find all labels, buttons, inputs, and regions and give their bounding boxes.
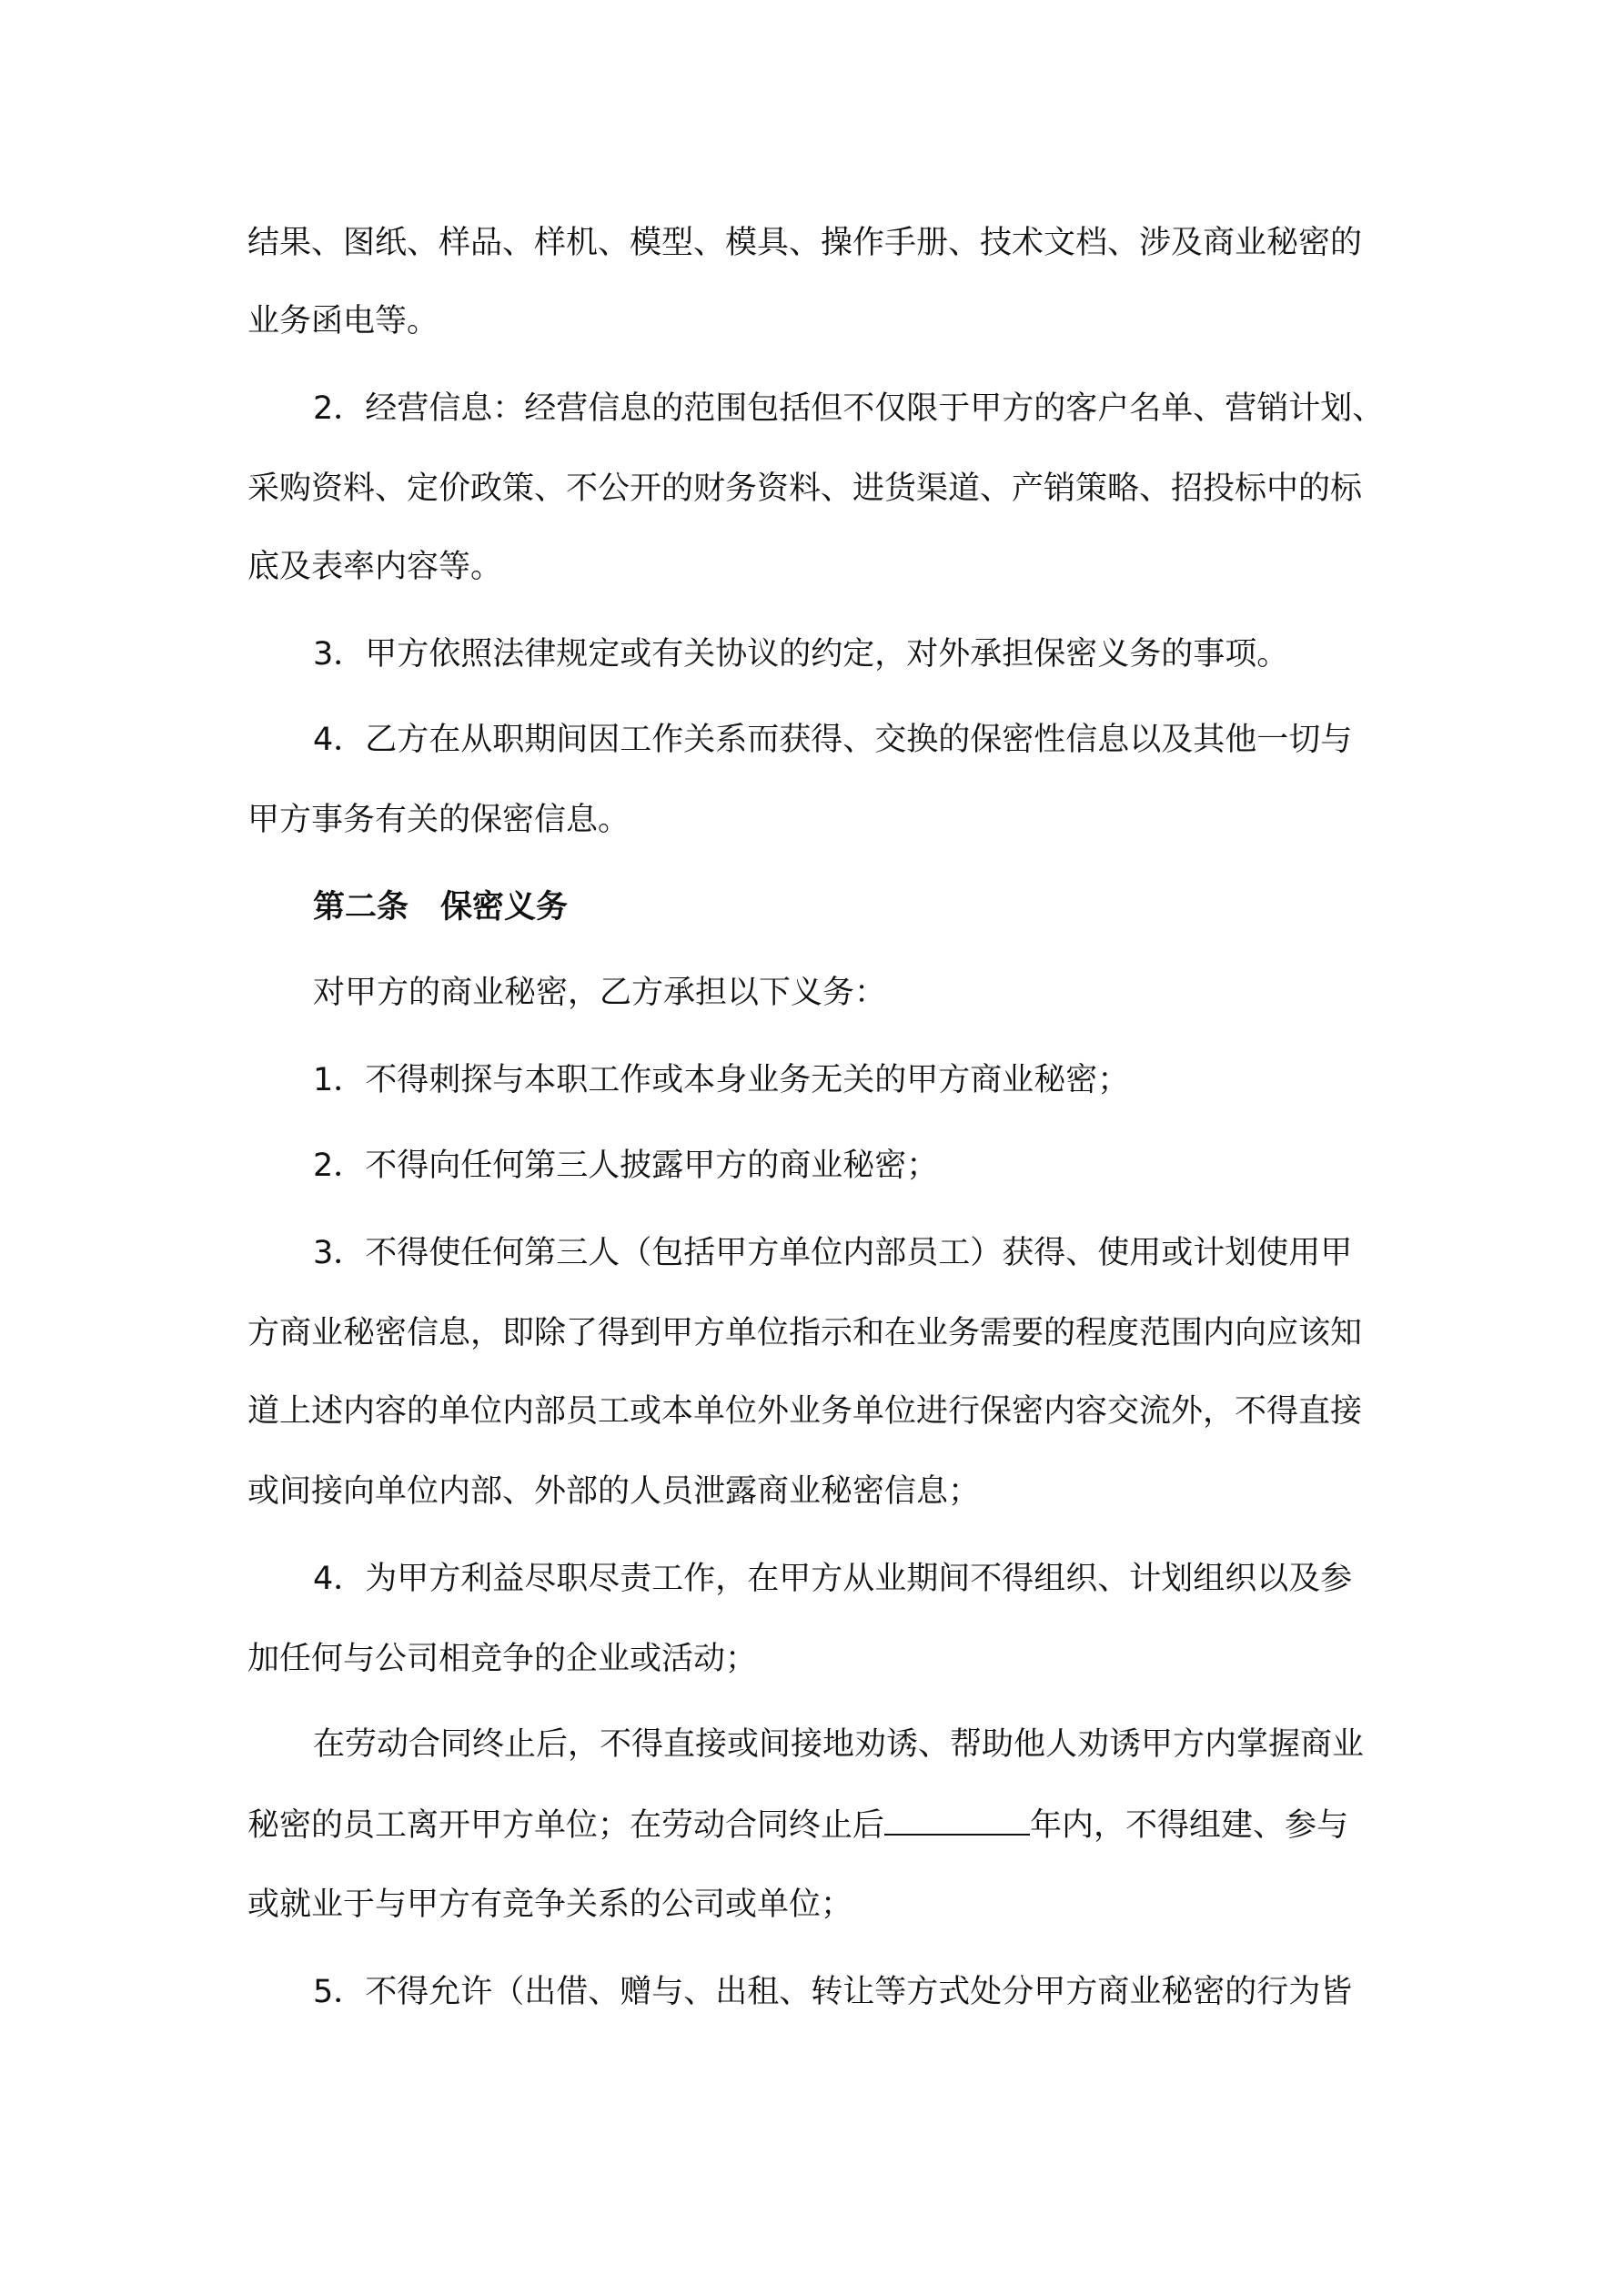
text-segment: 秘密的员工离开甲方单位；在劳动合同终止后 — [247, 1807, 885, 1844]
text-line: 4．为甲方利益尽职尽责工作，在甲方从业期间不得组织、计划组织以及参 — [313, 1561, 1353, 1597]
text-line: 业务函电等。 — [247, 303, 439, 339]
text-line-with-blank — [247, 1805, 1348, 1845]
text-line: 5．不得允许（出借、赠与、出租、转让等方式处分甲方商业秘密的行为皆 — [313, 1974, 1353, 2010]
text-line: 2．不得向任何第三人披露甲方的商业秘密； — [313, 1148, 939, 1184]
text-line: 方商业秘密信息，即除了得到甲方单位指示和在业务需要的程度范围内向应该知 — [247, 1315, 1363, 1351]
text-line: 底及表率内容等。 — [247, 549, 503, 585]
text-segment: 年内，不得组建、参与 — [1030, 1807, 1349, 1844]
text-line: 1．不得刺探与本职工作或本身业务无关的甲方商业秘密； — [313, 1062, 1130, 1098]
text-line: 3．不得使任何第三人（包括甲方单位内部员工）获得、使用或计划使用甲 — [313, 1235, 1353, 1271]
text-line: 在劳动合同终止后，不得直接或间接地劝诱、帮助他人劝诱甲方内掌握商业 — [313, 1726, 1365, 1763]
text-line: 道上述内容的单位内部员工或本单位外业务单位进行保密内容交流外，不得直接 — [247, 1393, 1363, 1430]
text-line: 结果、图纸、样品、样机、模型、模具、操作手册、技术文档、涉及商业秘密的 — [247, 225, 1363, 261]
text-line: 采购资料、定价政策、不公开的财务资料、进货渠道、产销策略、招投标中的标 — [247, 470, 1363, 507]
text-line: 4．乙方在从职期间因工作关系而获得、交换的保密性信息以及其他一切与 — [313, 722, 1353, 758]
text-line: 对甲方的商业秘密，乙方承担以下义务： — [313, 975, 887, 1011]
text-line: 或间接向单位内部、外部的人员泄露商业秘密信息； — [247, 1473, 981, 1510]
text-line: 加任何与公司相竞争的企业或活动； — [247, 1641, 758, 1677]
text-line: 3．甲方依照法律规定或有关协议的约定，对外承担保密义务的事项。 — [313, 636, 1289, 673]
text-line: 或就业于与甲方有竞争关系的公司或单位； — [247, 1886, 853, 1923]
text-line: 甲方事务有关的保密信息。 — [247, 802, 630, 838]
fill-in-blank[interactable] — [884, 1805, 1030, 1836]
section-heading: 第二条 保密义务 — [313, 889, 569, 925]
text-line: 2．经营信息：经营信息的范围包括但不仅限于甲方的客户名单、营销计划、 — [313, 390, 1385, 427]
